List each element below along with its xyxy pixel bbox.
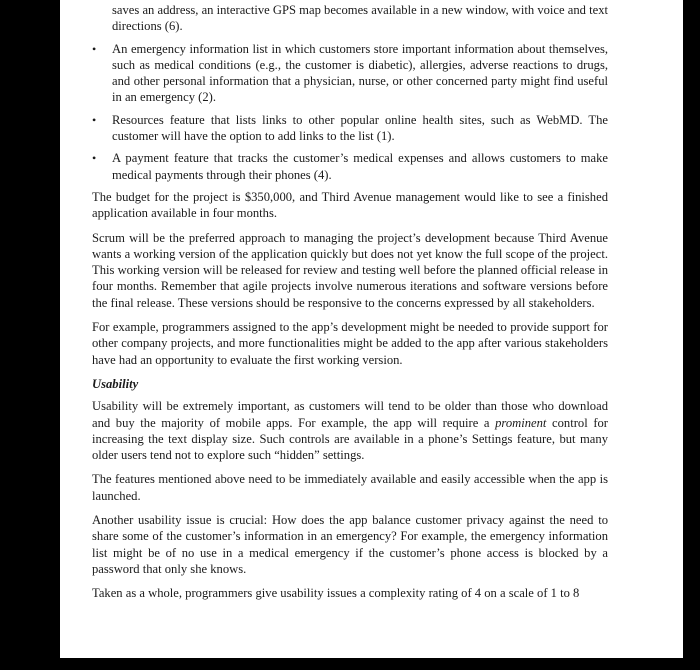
paragraph-usability: [92, 398, 608, 463]
usability-emphasis: prominent: [495, 415, 547, 430]
list-item-text: An emergency information list in which customers store important information about themselves, such as medical conditions (e.g., the customer is diabetic), allergies, adverse reactions to drugs, and other personal information that a physician, nurse, or other concerned party might find useful in an emergency (2).: [112, 41, 608, 105]
usability-text-start: Usability will be extremely important, as customers will tend to be older than those who download and buy the majority of mobile apps. For example, the app will require a: [92, 399, 608, 430]
list-item-text: A payment feature that tracks the customer’s medical expenses and allows customers to make medical payments through their phones (4).: [112, 151, 608, 182]
intro-fragment: saves an address, an interactive GPS map becomes available in a new window, with voice and text directions (6).: [112, 3, 608, 34]
paragraph-privacy: Another usability issue is crucial: How does the app balance customer privacy against the need to share some of the customer’s information in an emergency? For example, the emergency information list might be of no use in a medical emergency if the customer’s phone access is blocked by a password that only she knows.: [92, 513, 608, 576]
paragraph-scrum: Scrum will be the preferred approach to managing the project’s development because Third Avenue wants a working version of the application quickly but does not yet know the full scope of the project. This working version will be released for review and testing well before the planned official release in four months. Remember that agile projects involve numerous iterations and software versions before the final release. These versions should be responsive to the concerns expressed by all stakeholders.: [92, 230, 608, 310]
feature-list: [92, 41, 608, 183]
list-item: [92, 41, 608, 106]
list-item-text: Resources feature that lists links to other popular online health sites, such as WebMD. The customer will have the option to add links to the list (1).: [112, 112, 608, 144]
paragraph-features: The features mentioned above need to be immediately available and easily accessible when the app is launched.: [92, 472, 608, 503]
bullet-icon: •: [92, 41, 97, 56]
paragraph-example: For example, programmers assigned to the app’s development might be needed to provide support for other company projects, and more functionalities might be added to the app after various stakeholders have had an opportunity to evaluate the first working version.: [92, 320, 608, 367]
paragraph-rating: Taken as a whole, programmers give usability issues a complexity rating of 4 on a scale of 1 to 8: [92, 586, 580, 601]
list-item: [92, 150, 608, 183]
bullet-icon: •: [92, 151, 97, 166]
paragraph-budget: The budget for the project is $350,000, and Third Avenue management would like to see a finished application available in four months.: [92, 189, 608, 221]
bullet-icon: •: [92, 112, 97, 127]
list-item: [92, 112, 608, 145]
usability-text-end: control for increasing the text display size. Such controls are available in a phone’s Settings feature, but many older users tend not to explore such “hidden” settings.: [92, 415, 609, 463]
document-body: [92, 2, 608, 602]
section-heading-usability: Usability: [92, 376, 139, 391]
document-page: [60, 0, 683, 658]
